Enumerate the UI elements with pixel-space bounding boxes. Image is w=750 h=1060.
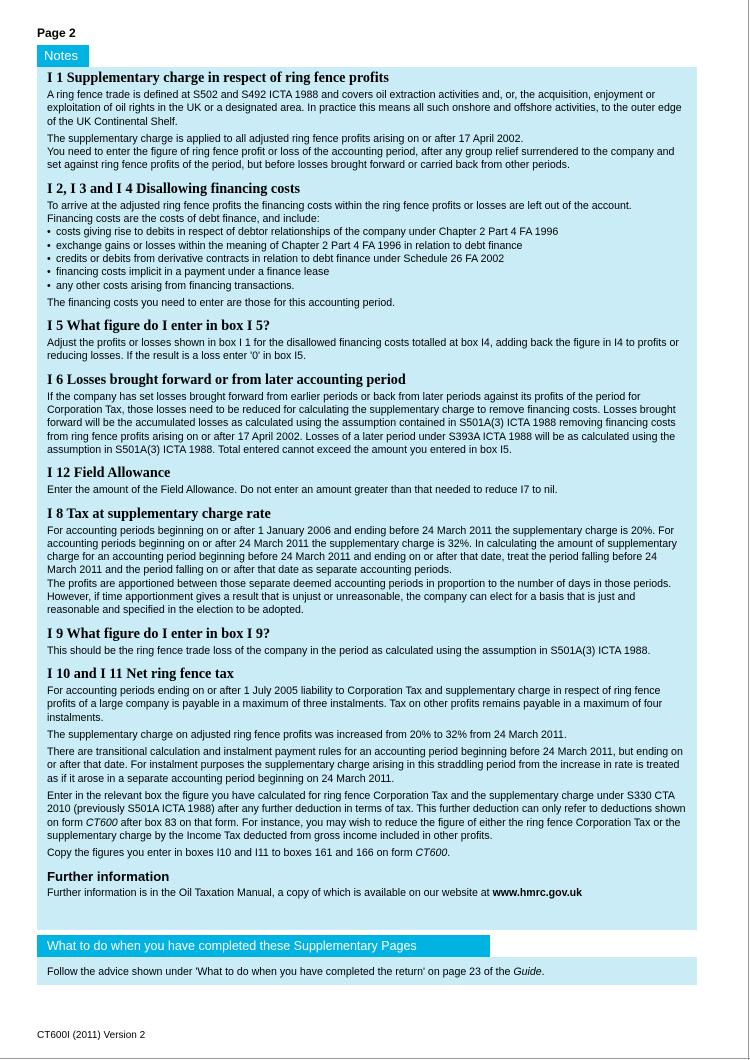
section-i1 — [47, 70, 688, 173]
paragraph — [47, 790, 688, 843]
paragraph: There are transitional calculation and instalment payment rules for an accounting period beginning before 24 March 2011, but ending on or after that date. For instalment purposes the supplementary charge arising in this straddling period from the increase in rate is treated as if it arose in a separate accounting period beginning on 24 March 2011. — [47, 746, 683, 785]
page-number: Page 2 — [37, 26, 76, 40]
what-to-do-panel — [37, 957, 697, 985]
notes-panel — [37, 67, 697, 930]
text-run: after box 83 on that form. For instance, you may wish to reduce the figure of either the ring fence Corporation Tax or the supplementary charge by the Income Tax deducted from gross income included in other profits. — [47, 816, 681, 842]
section-further-information — [47, 868, 688, 900]
page-border-bottom — [0, 1058, 750, 1059]
section-title: I 1 Supplementary charge in respect of ring fence profits — [47, 70, 389, 86]
section-i10-i11 — [47, 666, 688, 861]
paragraph: The supplementary charge is applied to all adjusted ring fence profits arising on or after 17 April 2002. — [47, 132, 524, 145]
paragraph: The financing costs you need to enter are those for this accounting period. — [47, 296, 396, 309]
paragraph: For accounting periods beginning on or after 1 January 2006 and ending before 24 March 2011 the supplementary charge is 20%. For accounting periods beginning on or after 24 March 2011 the supplementary charge is 32%. In calculating the amount of supplementary charge for an accounting period beginning before 24 March 2011 and ending on or after that date, treat the period falling before 24 March 2011 and the period falling on or after that date as separate accounting periods. — [47, 524, 677, 577]
paragraph: This should be the ring fence trade loss of the company in the period as calculated using the assumption in S501A(3) ICTA 1988. — [47, 644, 651, 657]
financing-costs-list — [47, 226, 688, 292]
notes-heading-tab: Notes — [37, 45, 89, 67]
section-title: I 9 What figure do I enter in box I 9? — [47, 625, 271, 642]
paragraph: Financing costs are the costs of debt finance, and include: — [47, 213, 320, 226]
list-item: • credits or debits from derivative contracts in relation to debt finance under Schedule 26 FA 2002 — [47, 253, 688, 266]
section-title: I 5 What figure do I enter in box I 5? — [47, 318, 271, 335]
section-i5 — [47, 318, 688, 364]
section-title: I 2, I 3 and I 4 Disallowing financing costs — [47, 180, 301, 197]
paragraph: For accounting periods ending on or after 1 July 2005 liability to Corporation Tax and supplementary charge in respect of ring fence profits of a large company is payable in a maximum of three instalments. Tax on other profits remains payable in a maximum of four instalments. — [47, 684, 663, 724]
paragraph: You need to enter the figure of ring fence profit or loss of the accounting period, after any group relief surrendered to the company and set against ring fence profits of the period, but before losses brought forward or carried back from other periods. — [47, 146, 675, 172]
section-title: I 8 Tax at supplementary charge rate — [47, 505, 271, 522]
text-run: Enter in the relevant box the figure you have calculated for ring fence Corporation Tax and the supplementary charge under S330 CTA 2010 (previously S501A ICTA 1988) after any further deduction in terms of tax. This further deduction can only refer to deductions shown on form — [47, 789, 686, 829]
form-version-footer: CT600I (2011) Version 2 — [37, 1030, 146, 1041]
section-title: I 6 Losses brought forward or from later accounting period — [47, 371, 406, 388]
text-run: . — [541, 966, 545, 978]
section-title: I 12 Field Allowance — [47, 465, 171, 482]
section-title: I 10 and I 11 Net ring fence tax — [47, 665, 234, 682]
section-title: Further information — [47, 869, 170, 885]
text-run: Copy the figures you enter in boxes I10 and I11 to boxes 161 and 166 on form — [47, 847, 416, 860]
text-run: Further information is in the Oil Taxation Manual, a copy of which is available on our website at — [47, 887, 493, 900]
paragraph — [47, 847, 688, 860]
list-item: • financing costs implicit in a payment under a finance lease — [47, 266, 688, 279]
paragraph — [47, 887, 688, 900]
paragraph: Adjust the profits or losses shown in box I 1 for the disallowed financing costs totalled at box I4, adding back the figure in I4 to profits or reducing losses. If the result is a loss enter '0' in box I5. — [47, 337, 679, 363]
page-border-right — [748, 0, 749, 1060]
paragraph: If the company has set losses brought forward from earlier periods or back from later periods against its profits of the period for Corporation Tax, those losses need to be reduced for calculating the supplementary charge to remove financing costs. Losses brought forward will be the accumulated losses as calculated using the assumption contained in S501A(3) ICTA 1988 removing financing costs from ring fence profits arising on or after 17 April 2002. Losses of a later period under S393A ICTA 1988 will be as calculated using the assumption in S501A(3) ICTA 1988. Total entered cannot exceed the amount you entered in box I5. — [47, 390, 676, 456]
paragraph: The supplementary charge on adjusted ring fence profits was increased from 20% to 32% from 24 March 2011. — [47, 728, 567, 741]
list-item: • costs giving rise to debits in respect of debtor relationships of the company under Chapter 2 Part 4 FA 1996 — [47, 226, 688, 239]
paragraph: To arrive at the adjusted ring fence profits the financing costs within the ring fence profits or losses are left out of the account. — [47, 199, 632, 212]
form-name: CT600 — [415, 847, 448, 860]
paragraph: The profits are apportioned between those separate deemed accounting periods in proportion to the number of days in those periods. However, if time apportionment gives a result that is unjust or unreasonable, the company can elect for a basis that is just and reasonable and specified in the election to be adopted. — [47, 577, 672, 617]
paragraph: A ring fence trade is defined at S502 and S492 ICTA 1988 and covers oil extraction activities and, or, the acquisition, enjoyment or exploitation of oil rights in the UK or a designated area. In practice this means all such onshore and offshore activities, to the outer edge of the UK Continental Shelf. — [47, 89, 682, 128]
section-i12 — [47, 465, 688, 497]
guide-title: Guide — [513, 966, 542, 978]
section-i8 — [47, 506, 688, 618]
website-link[interactable]: www.hmrc.gov.uk — [492, 887, 583, 900]
text-run: Follow the advice shown under 'What to do when you have completed the return' on page 23 of the — [47, 966, 514, 978]
list-item: • exchange gains or losses within the meaning of Chapter 2 Part 4 FA 1996 in relation to debt finance — [47, 240, 688, 253]
list-item: • any other costs arising from financing transactions. — [47, 280, 688, 293]
what-to-do-heading-tab: What to do when you have completed these Supplementary Pages — [37, 935, 490, 957]
section-i6 — [47, 372, 688, 457]
paragraph: Enter the amount of the Field Allowance. Do not enter an amount greater than that needed to reduce I7 to nil. — [47, 484, 558, 497]
section-i9 — [47, 626, 688, 658]
section-i2-i3-i4 — [47, 181, 688, 310]
form-name: CT600 — [85, 816, 118, 829]
text-run: . — [447, 847, 451, 860]
